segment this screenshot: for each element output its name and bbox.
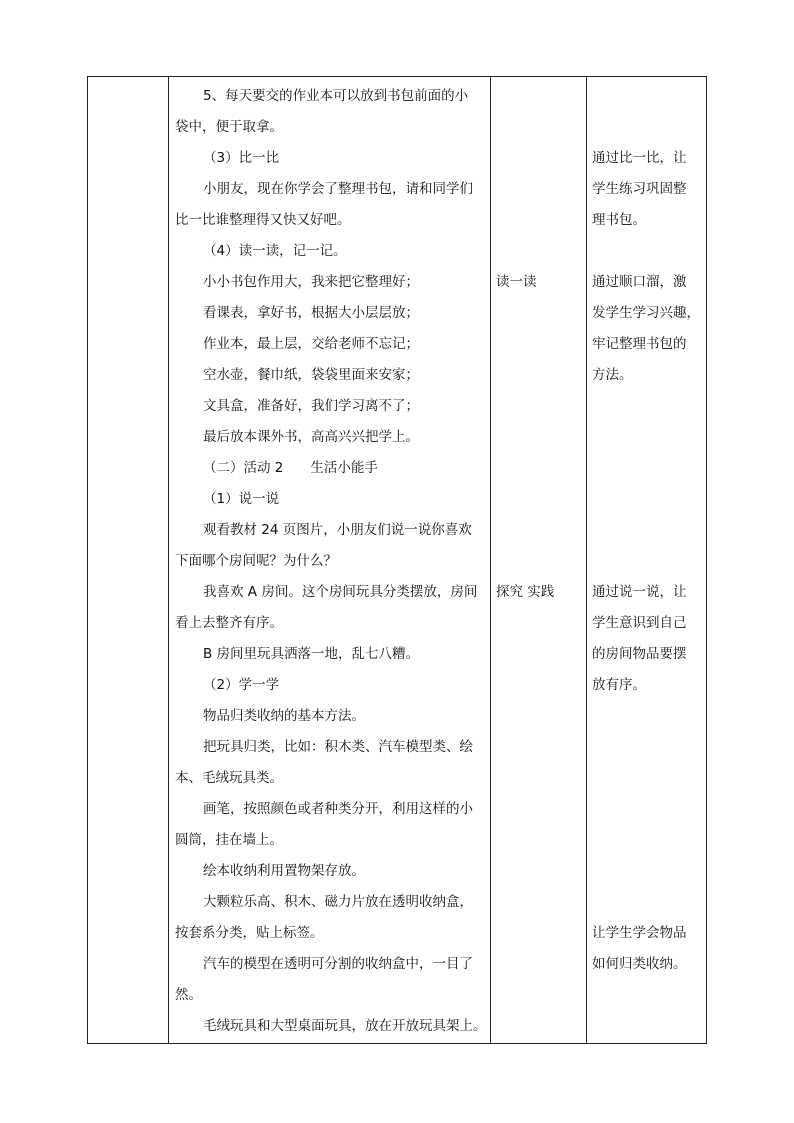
design-intent-column	[592, 77, 704, 1043]
intent-line: 通过说一说，让	[592, 584, 687, 600]
section-column	[88, 77, 168, 1043]
intent-line: 理书包。	[592, 212, 646, 228]
column-divider	[586, 77, 587, 1043]
content-line: 大颗粒乐高、积木、磁力片放在透明收纳盒，	[203, 894, 473, 910]
design-intent-note	[592, 143, 687, 236]
intent-line: 学生练习巩固整	[592, 181, 687, 197]
content-line: （2）学一学	[203, 677, 280, 693]
content-line: 圆筒，挂在墙上。	[175, 832, 283, 848]
content-line: 5、每天要交的作业本可以放到书包前面的小	[203, 88, 469, 104]
intent-line: 牢记整理书包的	[592, 336, 687, 352]
learning-method-column	[496, 77, 586, 1043]
content-line: 最后放本课外书，高高兴兴把学上。	[203, 429, 419, 445]
content-line: 然。	[175, 987, 202, 1003]
intent-line: 学生意识到自己	[592, 615, 687, 631]
content-line: 比一比谁整理得又快又好吧。	[175, 212, 351, 228]
content-line: B 房间里玩具洒落一地，乱七八糟。	[203, 646, 420, 662]
content-line: （二）活动 2 生活小能手	[203, 460, 378, 476]
content-line: 看课表，拿好书，根据大小层层放；	[203, 305, 419, 321]
content-line: 文具盒，准备好，我们学习离不了；	[203, 398, 419, 414]
intent-line: 通过顺口溜，激	[592, 274, 687, 290]
content-line: 汽车的模型在透明可分割的收纳盒中，一目了	[203, 956, 473, 972]
intent-line: 发学生学习兴趣，	[592, 305, 700, 321]
content-line: 小小书包作用大，我来把它整理好；	[203, 274, 419, 290]
lesson-plan-table	[87, 76, 707, 1044]
content-line: 空水壶，餐巾纸，袋袋里面来安家；	[203, 367, 419, 383]
content-line: （1）说一说	[203, 491, 280, 507]
teaching-content-column	[170, 77, 488, 1043]
content-line: 画笔，按照颜色或者种类分开，利用这样的小	[203, 801, 473, 817]
content-line: 绘本收纳利用置物架存放。	[203, 863, 365, 879]
intent-line: 放有序。	[592, 677, 646, 693]
method-label: 读一读	[496, 274, 537, 290]
content-line: （4）读一读，记一记。	[203, 243, 347, 259]
content-line: 物品归类收纳的基本方法。	[203, 708, 365, 724]
content-line: 把玩具归类，比如：积木类、汽车模型类、绘	[203, 739, 473, 755]
intent-line: 方法。	[592, 367, 633, 383]
intent-line: 的房间物品要摆	[592, 646, 687, 662]
intent-line: 通过比一比，让	[592, 150, 687, 166]
content-line: 看上去整齐有序。	[175, 615, 283, 631]
content-line: 小朋友，现在你学会了整理书包，请和同学们	[203, 181, 473, 197]
content-line: 本、毛绒玩具类。	[175, 770, 283, 786]
content-line: 下面哪个房间呢？为什么？	[175, 553, 337, 569]
column-divider	[168, 77, 169, 1043]
design-intent-note	[592, 918, 687, 980]
design-intent-note	[592, 577, 687, 701]
method-label: 探究 实践	[496, 584, 555, 600]
content-line: 按套系分类，贴上标签。	[175, 925, 324, 941]
content-line: 观看教材 24 页图片，小朋友们说一说你喜欢	[203, 522, 472, 538]
design-intent-note	[592, 267, 700, 391]
content-line: 毛绒玩具和大型桌面玩具，放在开放玩具架上。	[203, 1018, 487, 1034]
content-line: 作业本，最上层，交给老师不忘记；	[203, 336, 419, 352]
content-line: 我喜欢 A 房间。这个房间玩具分类摆放，房间	[203, 584, 478, 600]
intent-line: 如何归类收纳。	[592, 956, 687, 972]
content-line: 袋中，便于取拿。	[175, 119, 283, 135]
intent-line: 让学生学会物品	[592, 925, 687, 941]
content-line: （3）比一比	[203, 150, 280, 166]
column-divider	[490, 77, 491, 1043]
